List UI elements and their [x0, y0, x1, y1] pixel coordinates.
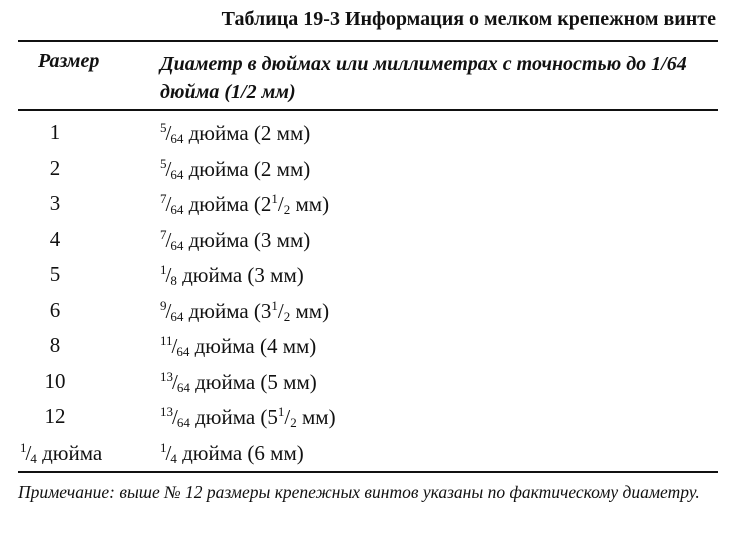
table-bottom-rule — [18, 471, 718, 473]
table-row — [18, 327, 718, 363]
fraction-denominator: 64 — [170, 237, 184, 253]
fraction-numerator: 9 — [160, 297, 167, 313]
fraction-denominator: 64 — [170, 166, 184, 182]
diameter-cell — [160, 156, 310, 183]
diameter-text: дюйма (3 мм) — [183, 227, 311, 252]
size-fraction-numerator: 1 — [20, 439, 27, 455]
table-row — [18, 221, 718, 257]
fraction-slash: / — [172, 369, 178, 394]
diameter-cell — [160, 404, 336, 431]
size-cell: 1 — [49, 120, 61, 144]
fraction-numerator: 1 — [160, 262, 167, 277]
table-row — [18, 434, 718, 470]
table-caption: Таблица 19-3 Информация о мелком крепежном винте — [221, 8, 716, 30]
fraction-slash: / — [165, 121, 172, 145]
mm-fraction-slash: / — [277, 192, 284, 216]
mm-tail: мм) — [296, 405, 336, 429]
fraction-denominator: 64 — [176, 415, 190, 430]
table-note: Примечание: выше № 12 размеры крепежных винтов указаны по фактическому диаметру. — [18, 482, 700, 502]
diameter-cell — [160, 191, 329, 218]
mm-fraction-denominator: 2 — [290, 415, 297, 430]
diameter-text: дюйма (3 — [183, 298, 272, 323]
table-row — [18, 185, 718, 221]
fraction-numerator: 7 — [160, 226, 167, 242]
fraction-numerator: 5 — [160, 120, 167, 135]
size-cell: 8 — [49, 333, 61, 357]
diameter-cell — [160, 333, 316, 360]
fraction-slash: / — [172, 405, 178, 429]
table-row — [18, 363, 718, 399]
size-cell: 5 — [49, 262, 61, 286]
mm-fraction-denominator: 2 — [283, 202, 291, 217]
fraction-denominator: 64 — [170, 202, 184, 217]
mm-fraction-numerator: 1 — [277, 404, 285, 419]
table-row — [18, 398, 718, 434]
fraction-numerator: 5 — [160, 155, 167, 171]
mm-fraction-numerator: 1 — [271, 297, 278, 313]
diameter-text: дюйма (6 мм) — [176, 440, 304, 465]
fraction-numerator: 13 — [160, 404, 173, 419]
size-cell: 10 — [44, 368, 66, 393]
diameter-text: дюйма (2 мм) — [183, 121, 311, 145]
size-cell: 3 — [49, 191, 61, 215]
header-rule — [18, 109, 718, 111]
size-cell: 12 — [44, 404, 66, 428]
fraction-denominator: 4 — [170, 450, 177, 466]
size-fraction-denominator: 4 — [30, 450, 37, 466]
fraction-denominator: 64 — [170, 131, 184, 146]
diameter-text: дюйма (5 мм) — [189, 369, 317, 394]
fraction-slash: / — [165, 227, 172, 252]
header-size: Размер — [38, 50, 100, 72]
mm-fraction-slash: / — [277, 298, 284, 323]
table-top-rule — [18, 40, 718, 42]
fraction-numerator: 1 — [160, 439, 167, 455]
header-diameter: Диаметр в дюймах или миллиметрах с точностью до 1/64 дюйма (1/2 мм) — [160, 53, 687, 103]
size-text: дюйма — [36, 440, 103, 465]
table-row — [18, 150, 718, 186]
mm-fraction-numerator: 1 — [271, 191, 278, 206]
fraction-denominator: 64 — [176, 379, 190, 395]
mm-tail: мм) — [290, 298, 330, 323]
diameter-text: дюйма (2 мм) — [183, 156, 311, 181]
fraction-numerator: 11 — [160, 333, 173, 348]
table-row — [18, 256, 718, 292]
mm-fraction-denominator: 2 — [283, 308, 291, 324]
fraction-slash: / — [165, 192, 172, 216]
diameter-cell — [160, 262, 304, 289]
fraction-denominator: 8 — [170, 273, 177, 288]
table-row — [18, 292, 718, 328]
diameter-cell — [160, 440, 304, 467]
diameter-text: дюйма (2 — [183, 192, 272, 216]
fraction-denominator: 64 — [176, 344, 190, 359]
diameter-text: дюйма (5 — [189, 405, 278, 429]
diameter-cell — [160, 298, 329, 325]
diameter-cell — [160, 120, 310, 147]
fraction-slash: / — [171, 334, 178, 358]
fraction-slash: / — [165, 263, 172, 287]
diameter-cell — [160, 369, 317, 396]
fraction-numerator: 13 — [160, 368, 173, 384]
fraction-denominator: 64 — [170, 308, 184, 324]
table-row — [18, 114, 718, 150]
table-body — [18, 114, 718, 469]
size-cell — [20, 440, 102, 467]
size-cell: 2 — [49, 155, 61, 180]
size-cell: 6 — [49, 297, 61, 322]
diameter-text: дюйма (3 мм) — [176, 263, 304, 287]
diameter-cell — [160, 227, 310, 254]
mm-tail: мм) — [290, 192, 330, 216]
size-fraction-slash: / — [25, 440, 32, 465]
fraction-numerator: 7 — [160, 191, 167, 206]
mm-fraction-slash: / — [284, 405, 291, 429]
size-cell: 4 — [49, 226, 61, 251]
diameter-text: дюйма (4 мм) — [189, 334, 317, 358]
fraction-slash: / — [165, 156, 172, 181]
fraction-slash: / — [165, 298, 172, 323]
fraction-slash: / — [165, 440, 172, 465]
